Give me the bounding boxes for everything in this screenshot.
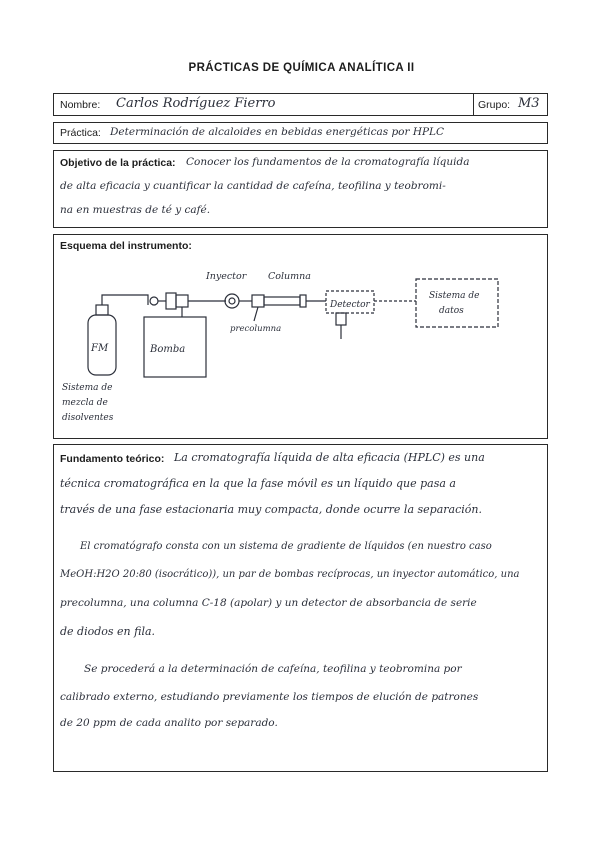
fundamento-line: técnica cromatográfica en la que la fase móvil es un líquido que pasa a	[60, 477, 456, 490]
page-title: PRÁCTICAS DE QUÍMICA ANALÍTICA II	[188, 62, 415, 74]
mezcla-label: disolventes	[62, 413, 114, 423]
inyector-label: Inyector	[206, 271, 247, 282]
practica-value[interactable]: Determinación de alcaloides en bebidas energéticas por HPLC	[110, 126, 445, 138]
fundamento-line: de 20 ppm de cada analito por separado.	[60, 717, 278, 729]
fundamento-line: calibrado externo, estudiando previamente los tiempos de elución de patrones	[60, 691, 479, 703]
injector-icon	[225, 294, 239, 308]
fundamento-line: de diodos en fila.	[60, 625, 156, 638]
objetivo-line: de alta eficacia y cuantificar la cantidad de cafeína, teofilina y teobromi-	[60, 180, 446, 192]
data-system-icon	[416, 279, 498, 327]
grupo-value[interactable]: M3	[518, 96, 540, 111]
detector-label: Detector	[330, 300, 370, 310]
column-icon	[264, 295, 306, 307]
columna-label: Columna	[268, 271, 311, 282]
sistema-datos-label: datos	[439, 306, 464, 316]
fundamento-section	[53, 444, 548, 772]
bomba-label: Bomba	[150, 344, 186, 355]
nombre-value[interactable]: Carlos Rodríguez Fierro	[116, 96, 276, 111]
fundamento-line: MeOH:H2O 20:80 (isocrático)), un par de bombas recíprocas, un inyector automático, una	[60, 569, 520, 580]
mezcla-label: mezcla de	[62, 398, 108, 408]
nombre-row	[53, 93, 548, 116]
practica-label: Práctica:	[60, 127, 101, 139]
fundamento-line: La cromatografía líquida de alta eficacia (HPLC) es una	[174, 451, 485, 464]
objetivo-label: Objetivo de la práctica:	[60, 157, 176, 169]
esquema-label: Esquema del instrumento:	[60, 240, 192, 252]
objetivo-line: Conocer los fundamentos de la cromatografía líquida	[186, 156, 470, 168]
valve-icon	[150, 297, 158, 305]
fundamento-line: través de una fase estacionaria muy compacta, donde ocurre la separación.	[60, 503, 482, 516]
fundamento-label: Fundamento teórico:	[60, 453, 165, 465]
esquema-section	[53, 234, 548, 439]
precolumn-icon	[252, 295, 264, 307]
precolumna-label: precolumna	[230, 324, 282, 334]
fundamento-line: precolumna, una columna C-18 (apolar) y un detector de absorbancia de serie	[60, 597, 477, 609]
sistema-datos-label: Sistema de	[429, 291, 480, 301]
fundamento-line: Se procederá a la determinación de cafeína, teofilina y teobromina por	[84, 663, 462, 675]
grupo-cell	[473, 94, 547, 115]
detector-icon	[326, 291, 374, 339]
grupo-label: Grupo:	[478, 99, 511, 111]
practica-row	[53, 122, 548, 144]
nombre-label: Nombre:	[60, 99, 101, 111]
fm-bottle-icon	[88, 295, 148, 375]
objetivo-section	[53, 150, 548, 228]
fundamento-line: El cromatógrafo consta con un sistema de gradiente de líquidos (en nuestro caso	[80, 541, 492, 552]
instrument-diagram	[54, 257, 547, 437]
fm-label: FM	[91, 343, 109, 354]
objetivo-line: na en muestras de té y café.	[60, 204, 211, 216]
mezcla-label: Sistema de	[62, 383, 113, 393]
pump-icon	[144, 293, 206, 377]
